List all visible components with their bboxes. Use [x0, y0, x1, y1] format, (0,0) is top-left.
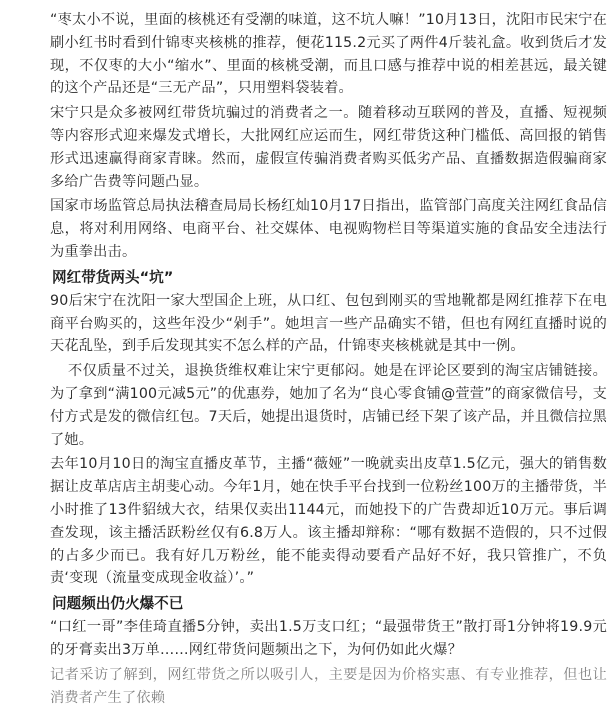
paragraph-2: 宋宁只是众多被网红带货坑骗过的消费者之一。随着移动互联网的普及，直播、短视频等内容形式迎来爆发式增长，大批网红应运而生，网红带货这种门槛低、高回报的销售形式迅速赢得商家青睐。然而，虚假宣传骗消费者购买低劣产品、直播数据造假骗商家多给广告费等问题凸显。 [50, 105, 607, 190]
paragraph-7: “口红一哥”李佳琦直播5分钟，卖出1.5万支口红；“最强带货王”散打哥1分钟将19.9元的牙膏卖出3万单……网红带货问题频出之下，为何仍如此火爆？ [50, 619, 607, 658]
paragraph-8-partial: 记者采访了解到，网红带货之所以吸引人，主要是因为价格实惠、有专业推荐，但也让消费者产生了依赖 [50, 666, 607, 706]
section-heading-1: 网红带货两头“坑” [52, 268, 174, 286]
paragraph-4: 90后宋宁在沈阳一家大型国企上班，从口红、包包到刚买的雪地靴都是网红推荐下在电商平台购买的，这些年没少“剁手”。她坦言一些产品确实不错，但也有网红直播时说的天花乱坠，到手后发现其实不怎么样的产品，什锦枣夹核桃就是其中一例。 [50, 292, 607, 355]
section-heading-2: 问题频出仍火爆不已 [52, 595, 184, 613]
paragraph-6: 去年10月10日的淘宝直播皮革节，主播“薇娅”一晚就卖出皮草1.5亿元，强大的销售数据让皮革店店主胡斐心动。今年1月，她在快手平台找到一位粉丝100万的主播带货，半小时推了13件貂绒大衣，结果仅卖出1144元，而她投下的广告费却近10万元。事后调查发现，该主播活跃粉丝仅有6.8万人。该主播却辩称：“哪有数据不造假的，只不过假的占多少而已。我有好几万粉丝，能不能卖得动要看产品好不好，我只管推广，不负责‘变现（流量变成现金收益）’。” [50, 456, 607, 587]
paragraph-3: 国家市场监管总局执法稽查局局长杨红灿10月17日指出，监管部门高度关注网红食品信息，将对利用网络、电商平台、社交媒体、电视购物栏目等渠道实施的食品安全违法行为重拳出击。 [50, 198, 607, 260]
paragraph-1: “枣太小不说，里面的核桃还有受潮的味道，这不坑人嘛！”10月13日，沈阳市民宋宁在刷小红书时看到什锦枣夹核桃的推荐，便花115.2元买了两件4斤装礼盒。收到货后才发现，不仅枣的大小“缩水”、里面的核桃受潮，而且口感与推荐中说的相差甚远，最关键的这个产品还是“三无产品”，只用塑料袋装着。 [50, 12, 607, 97]
paragraph-5: 不仅质量不过关，退换货维权难让宋宁更郁闷。她是在评论区要到的淘宝店铺链接。为了拿到“满100元减5元”的优惠券，她加了名为“良心零食铺@萱萱”的商家微信号，支付方式是发的微信红包。7天后，她提出退货时，店铺已经下架了该产品，并且微信拉黑了她。 [50, 363, 607, 448]
